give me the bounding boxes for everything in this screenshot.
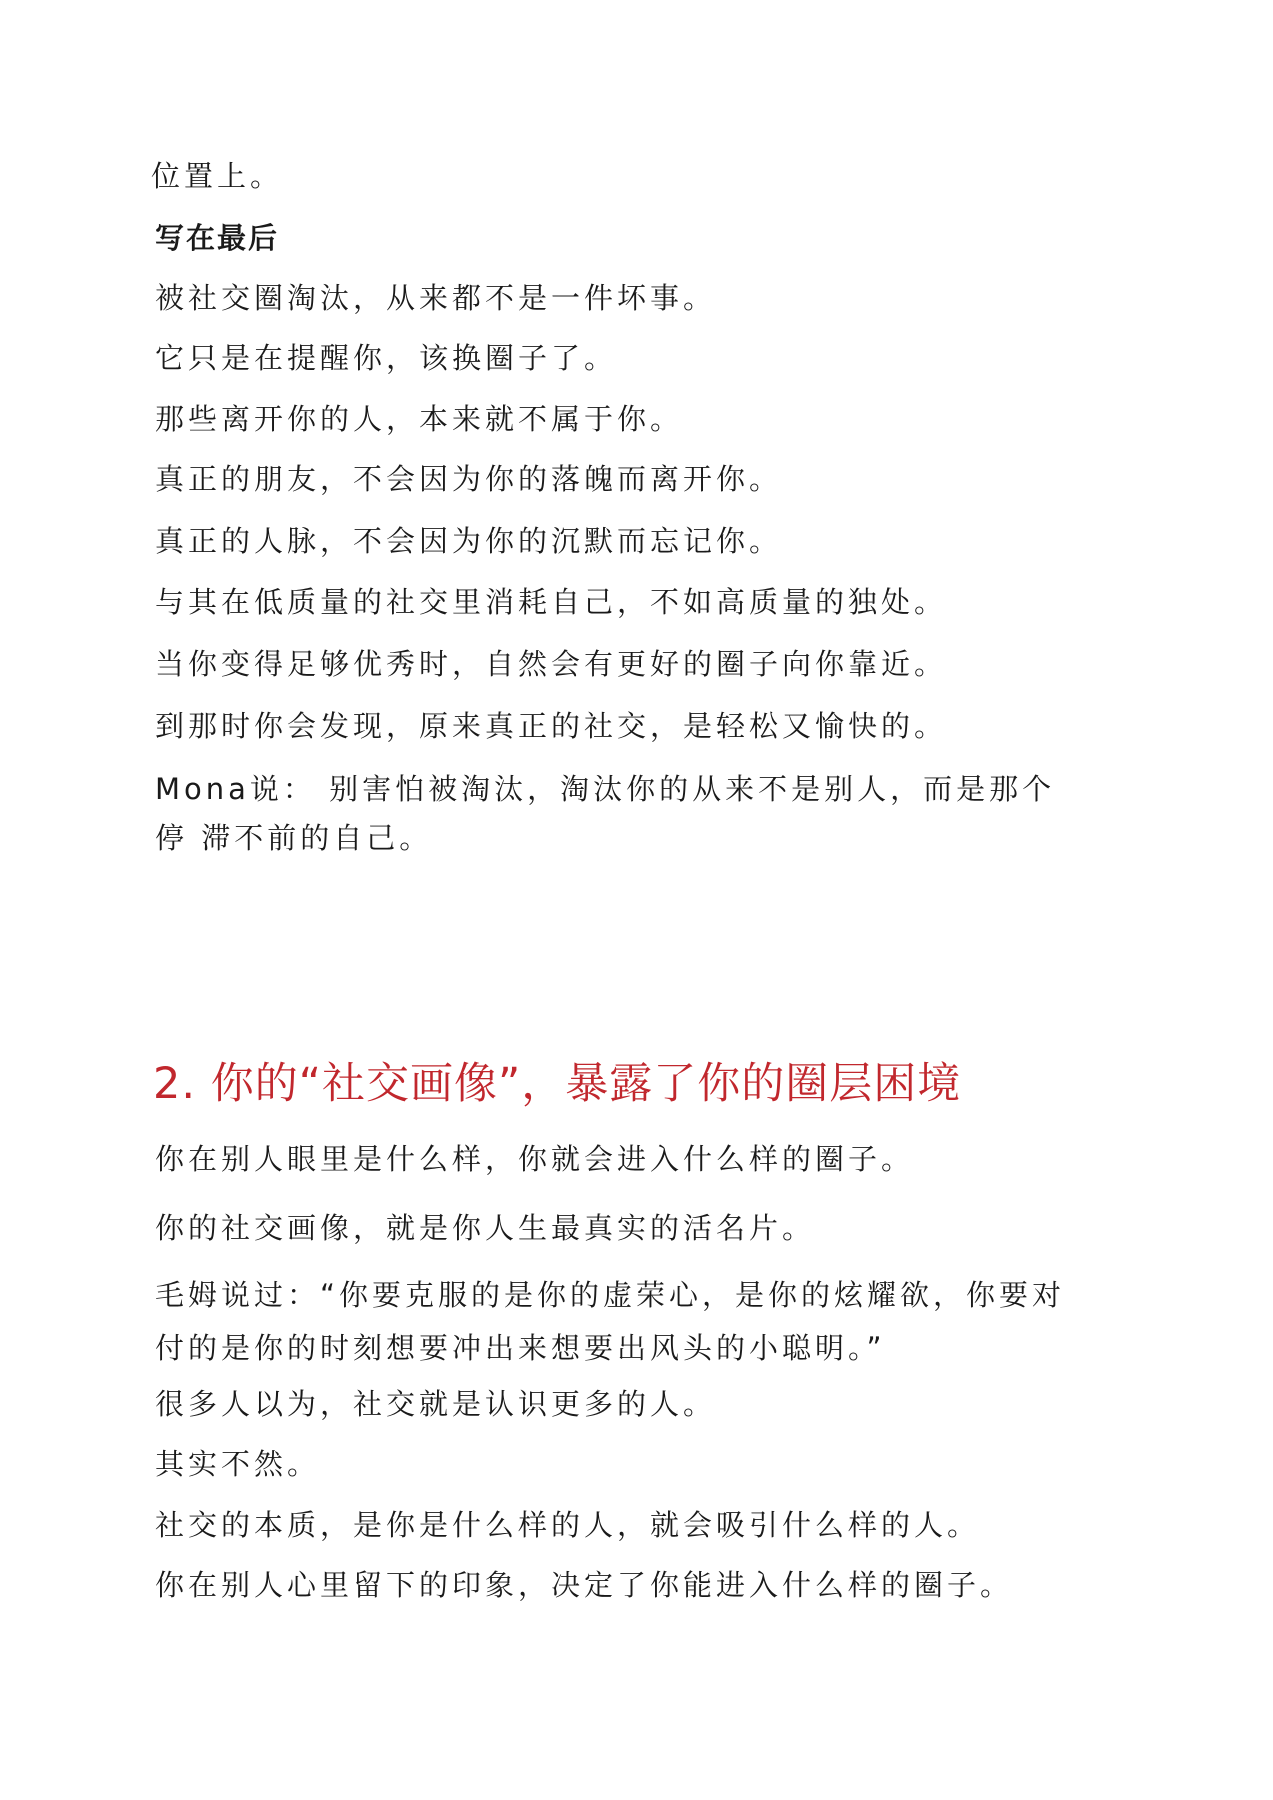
continuation-text: 位置上。 — [151, 159, 284, 193]
quote-line: Mona说： 别害怕被淘汰，淘汰你的从来不是别人，而是那个 — [155, 772, 1056, 806]
paragraph-line: 很多人以为，社交就是认识更多的人。 — [155, 1387, 717, 1421]
paragraph-line: 到那时你会发现，原来真正的社交，是轻松又愉快的。 — [155, 709, 948, 743]
paragraph-line: 你在别人眼里是什么样，你就会进入什么样的圈子。 — [155, 1142, 915, 1176]
paragraph-line: 社交的本质，是你是什么样的人，就会吸引什么样的人。 — [155, 1508, 981, 1542]
section-heading: 2. 你的“社交画像”，暴露了你的圈层困境 — [153, 1059, 962, 1109]
paragraph-line: 真正的人脉，不会因为你的沉默而忘记你。 — [155, 524, 783, 558]
subheading: 写在最后 — [155, 221, 280, 255]
paragraph-line: 其实不然。 — [155, 1447, 321, 1481]
paragraph-line: 与其在低质量的社交里消耗自己，不如高质量的独处。 — [155, 585, 948, 619]
paragraph-line: 被社交圈淘汰，从来都不是一件坏事。 — [155, 281, 717, 315]
paragraph-line: 真正的朋友，不会因为你的落魄而离开你。 — [155, 462, 783, 496]
quote-line: 付的是你的时刻想要冲出来想要出风头的小聪明。” — [155, 1331, 886, 1365]
quote-line: 毛姆说过：“你要克服的是你的虚荣心，是你的炫耀欲，你要对 — [155, 1278, 1066, 1312]
paragraph-line: 那些离开你的人，本来就不属于你。 — [155, 402, 684, 436]
paragraph-line: 当你变得足够优秀时，自然会有更好的圈子向你靠近。 — [155, 647, 948, 681]
paragraph-line: 你在别人心里留下的印象，决定了你能进入什么样的圈子。 — [155, 1568, 1014, 1602]
paragraph-line: 你的社交画像，就是你人生最真实的活名片。 — [155, 1211, 816, 1245]
paragraph-line: 它只是在提醒你，该换圈子了。 — [155, 341, 618, 375]
quote-line: 停 滞不前的自己。 — [155, 821, 433, 855]
